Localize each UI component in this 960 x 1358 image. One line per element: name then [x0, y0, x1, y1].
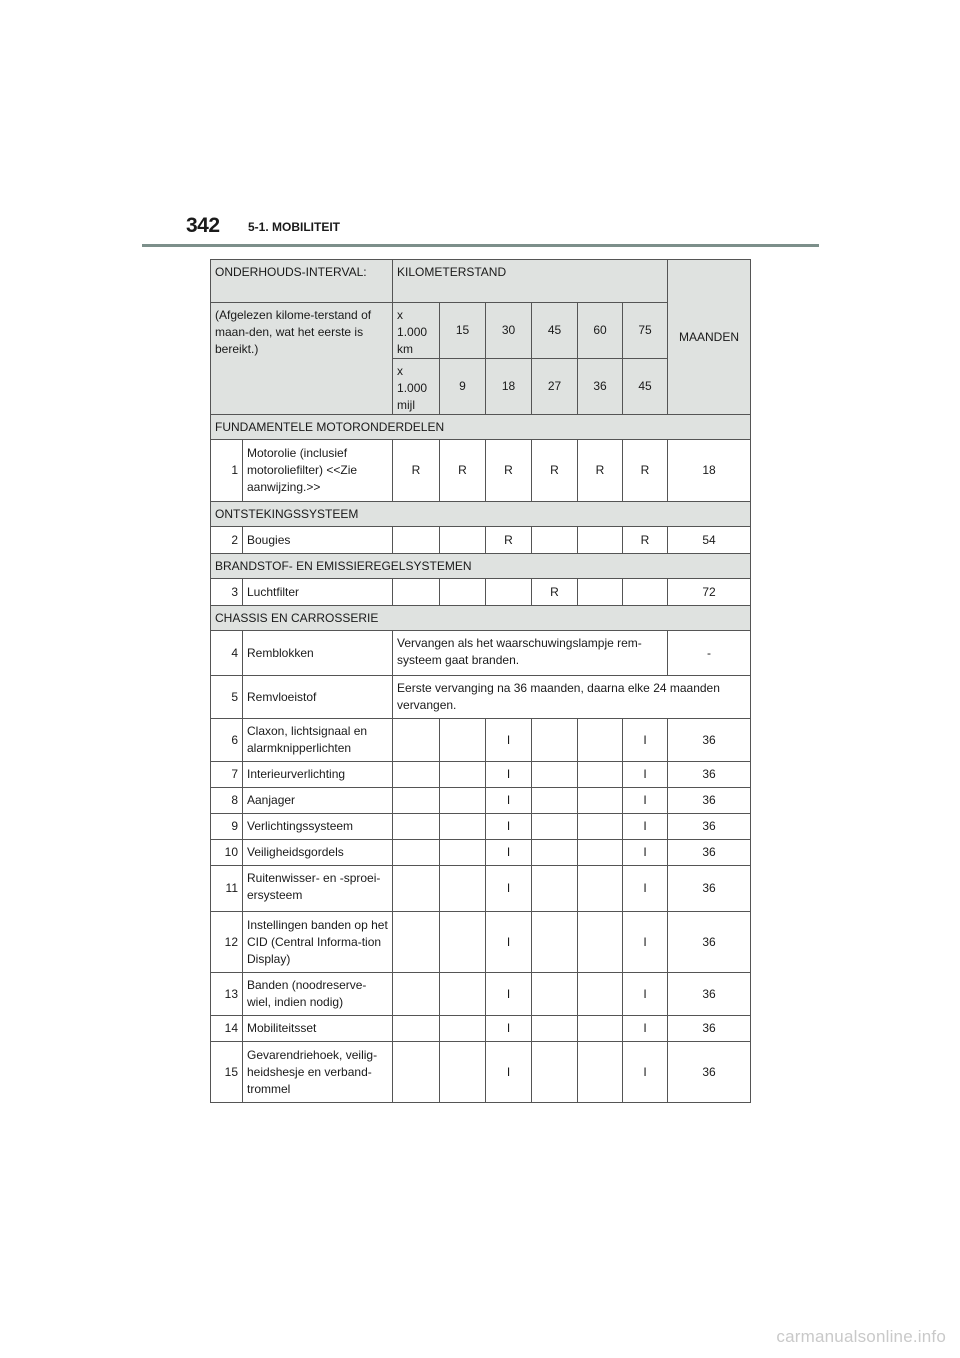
row-cell [440, 973, 486, 1016]
row-cell [578, 527, 623, 554]
row-item: Aanjager [243, 788, 393, 814]
row-months: 36 [668, 840, 751, 866]
row-number: 3 [211, 579, 243, 606]
row-item: Gevarendriehoek, veilig-heidshesje en verband-trommel [243, 1042, 393, 1103]
row-months: 36 [668, 973, 751, 1016]
row-cell: I [486, 1016, 532, 1042]
row-cell: I [486, 788, 532, 814]
row-cell: I [486, 866, 532, 912]
row-cell [393, 973, 440, 1016]
unit-km: x 1.000 km [393, 303, 440, 359]
row-cell: I [623, 866, 668, 912]
row-cell: I [623, 814, 668, 840]
table-row [211, 631, 751, 676]
row-cell [393, 527, 440, 554]
row-cell [393, 1016, 440, 1042]
row-cell: I [486, 719, 532, 762]
row-cell [578, 579, 623, 606]
km-value: 15 [440, 303, 486, 359]
row-cell: I [623, 1042, 668, 1103]
row-cell [532, 840, 578, 866]
row-item: Bougies [243, 527, 393, 554]
row-cell: I [623, 912, 668, 973]
row-cell [440, 866, 486, 912]
row-cell: I [486, 973, 532, 1016]
row-note: Vervangen als het waarschuwingslampje rem-systeem gaat branden. [393, 631, 668, 676]
row-cell [393, 579, 440, 606]
row-cell: I [623, 788, 668, 814]
mi-value: 45 [623, 359, 668, 415]
mi-value: 36 [578, 359, 623, 415]
row-item: Instellingen banden op het CID (Central Informa-tion Display) [243, 912, 393, 973]
row-cell: R [532, 440, 578, 502]
row-cell [393, 719, 440, 762]
row-cell [393, 1042, 440, 1103]
row-number: 14 [211, 1016, 243, 1042]
row-cell [532, 719, 578, 762]
row-cell [440, 1042, 486, 1103]
table-row [211, 840, 751, 866]
row-cell [623, 579, 668, 606]
row-months: - [668, 631, 751, 676]
row-cell [532, 814, 578, 840]
row-number: 8 [211, 788, 243, 814]
months-label: MAANDEN [668, 260, 751, 415]
row-months: 36 [668, 814, 751, 840]
row-cell [440, 527, 486, 554]
table-row [211, 719, 751, 762]
row-cell: I [486, 912, 532, 973]
row-cell: R [623, 440, 668, 502]
row-cell: R [486, 527, 532, 554]
section-fuel: BRANDSTOF- EN EMISSIEREGELSYSTEMEN [211, 554, 751, 579]
km-value: 60 [578, 303, 623, 359]
row-months: 36 [668, 866, 751, 912]
row-months: 72 [668, 579, 751, 606]
table-row [211, 676, 751, 719]
table-row [211, 912, 751, 973]
row-cell [440, 1016, 486, 1042]
row-cell [532, 788, 578, 814]
row-cell [578, 788, 623, 814]
row-cell: I [623, 719, 668, 762]
row-number: 7 [211, 762, 243, 788]
mi-value: 18 [486, 359, 532, 415]
interval-label: ONDERHOUDS-INTERVAL: [211, 260, 393, 303]
row-cell [532, 527, 578, 554]
mi-value: 9 [440, 359, 486, 415]
row-item: Luchtfilter [243, 579, 393, 606]
row-cell [578, 866, 623, 912]
row-item: Mobiliteitsset [243, 1016, 393, 1042]
section-title: 5-1. MOBILITEIT [248, 220, 341, 234]
row-cell [440, 814, 486, 840]
section-ignition: ONTSTEKINGSSYSTEEM [211, 502, 751, 527]
row-cell [440, 579, 486, 606]
row-cell [532, 1042, 578, 1103]
row-cell [578, 1042, 623, 1103]
section-chassis: CHASSIS EN CARROSSERIE [211, 606, 751, 631]
row-cell: I [623, 840, 668, 866]
row-cell: I [623, 762, 668, 788]
row-number: 15 [211, 1042, 243, 1103]
row-cell [440, 912, 486, 973]
row-cell [532, 912, 578, 973]
row-number: 11 [211, 866, 243, 912]
row-cell: R [532, 579, 578, 606]
row-cell [532, 973, 578, 1016]
row-number: 1 [211, 440, 243, 502]
header-rule [142, 244, 819, 247]
row-note: Eerste vervanging na 36 maanden, daarna elke 24 maanden vervangen. [393, 676, 751, 719]
row-months: 54 [668, 527, 751, 554]
unit-mi: x 1.000 mijl [393, 359, 440, 415]
km-value: 30 [486, 303, 532, 359]
row-cell [440, 719, 486, 762]
table-row [211, 973, 751, 1016]
row-number: 13 [211, 973, 243, 1016]
table-row [211, 1042, 751, 1103]
row-cell [578, 1016, 623, 1042]
km-value: 75 [623, 303, 668, 359]
row-cell: R [578, 440, 623, 502]
row-cell [578, 814, 623, 840]
reading-note: (Afgelezen kilome-terstand of maan-den, wat het eerste is bereikt.) [211, 303, 393, 415]
row-item: Verlichtingssysteem [243, 814, 393, 840]
watermark: carmanualsonline.info [776, 1327, 946, 1346]
row-cell: R [486, 440, 532, 502]
row-cell [532, 1016, 578, 1042]
row-number: 10 [211, 840, 243, 866]
row-cell: I [486, 762, 532, 788]
row-cell [393, 814, 440, 840]
row-cell: I [623, 973, 668, 1016]
table-row [211, 866, 751, 912]
row-cell [532, 866, 578, 912]
row-number: 9 [211, 814, 243, 840]
row-cell: I [486, 840, 532, 866]
row-cell [486, 579, 532, 606]
row-cell [578, 840, 623, 866]
row-cell [578, 719, 623, 762]
row-cell [578, 912, 623, 973]
row-item: Banden (noodreserve-wiel, indien nodig) [243, 973, 393, 1016]
table-row [211, 788, 751, 814]
row-cell [440, 840, 486, 866]
table-row [211, 440, 751, 502]
row-cell [578, 762, 623, 788]
mi-value: 27 [532, 359, 578, 415]
row-months: 36 [668, 762, 751, 788]
row-number: 6 [211, 719, 243, 762]
table-row [211, 527, 751, 554]
row-cell [532, 762, 578, 788]
row-number: 4 [211, 631, 243, 676]
row-cell: I [623, 1016, 668, 1042]
row-cell [393, 762, 440, 788]
row-cell [393, 840, 440, 866]
row-cell: R [393, 440, 440, 502]
row-item: Interieurverlichting [243, 762, 393, 788]
row-cell: R [440, 440, 486, 502]
row-cell [440, 788, 486, 814]
row-cell [393, 912, 440, 973]
row-number: 12 [211, 912, 243, 973]
row-item: Claxon, lichtsignaal en alarmknipperlichten [243, 719, 393, 762]
row-months: 36 [668, 788, 751, 814]
page-number: 342 [186, 214, 220, 237]
row-cell [393, 866, 440, 912]
row-months: 18 [668, 440, 751, 502]
table-row [211, 1016, 751, 1042]
row-cell [578, 973, 623, 1016]
table-row [211, 762, 751, 788]
km-label: KILOMETERSTAND [393, 260, 668, 303]
row-months: 36 [668, 1016, 751, 1042]
row-number: 5 [211, 676, 243, 719]
row-cell: I [486, 814, 532, 840]
row-months: 36 [668, 1042, 751, 1103]
row-item: Veiligheidsgordels [243, 840, 393, 866]
row-item: Ruitenwisser- en -sproei-ersysteem [243, 866, 393, 912]
row-months: 36 [668, 912, 751, 973]
row-cell: R [623, 527, 668, 554]
row-item: Remblokken [243, 631, 393, 676]
row-item: Remvloeistof [243, 676, 393, 719]
row-cell [440, 762, 486, 788]
section-engine: FUNDAMENTELE MOTORONDERDELEN [211, 415, 751, 440]
row-cell: I [486, 1042, 532, 1103]
row-months: 36 [668, 719, 751, 762]
maintenance-table [210, 259, 751, 1103]
table-row [211, 579, 751, 606]
table-row [211, 814, 751, 840]
row-number: 2 [211, 527, 243, 554]
km-value: 45 [532, 303, 578, 359]
row-cell [393, 788, 440, 814]
row-item: Motorolie (inclusief motoroliefilter) <<Zie aanwijzing.>> [243, 440, 393, 502]
